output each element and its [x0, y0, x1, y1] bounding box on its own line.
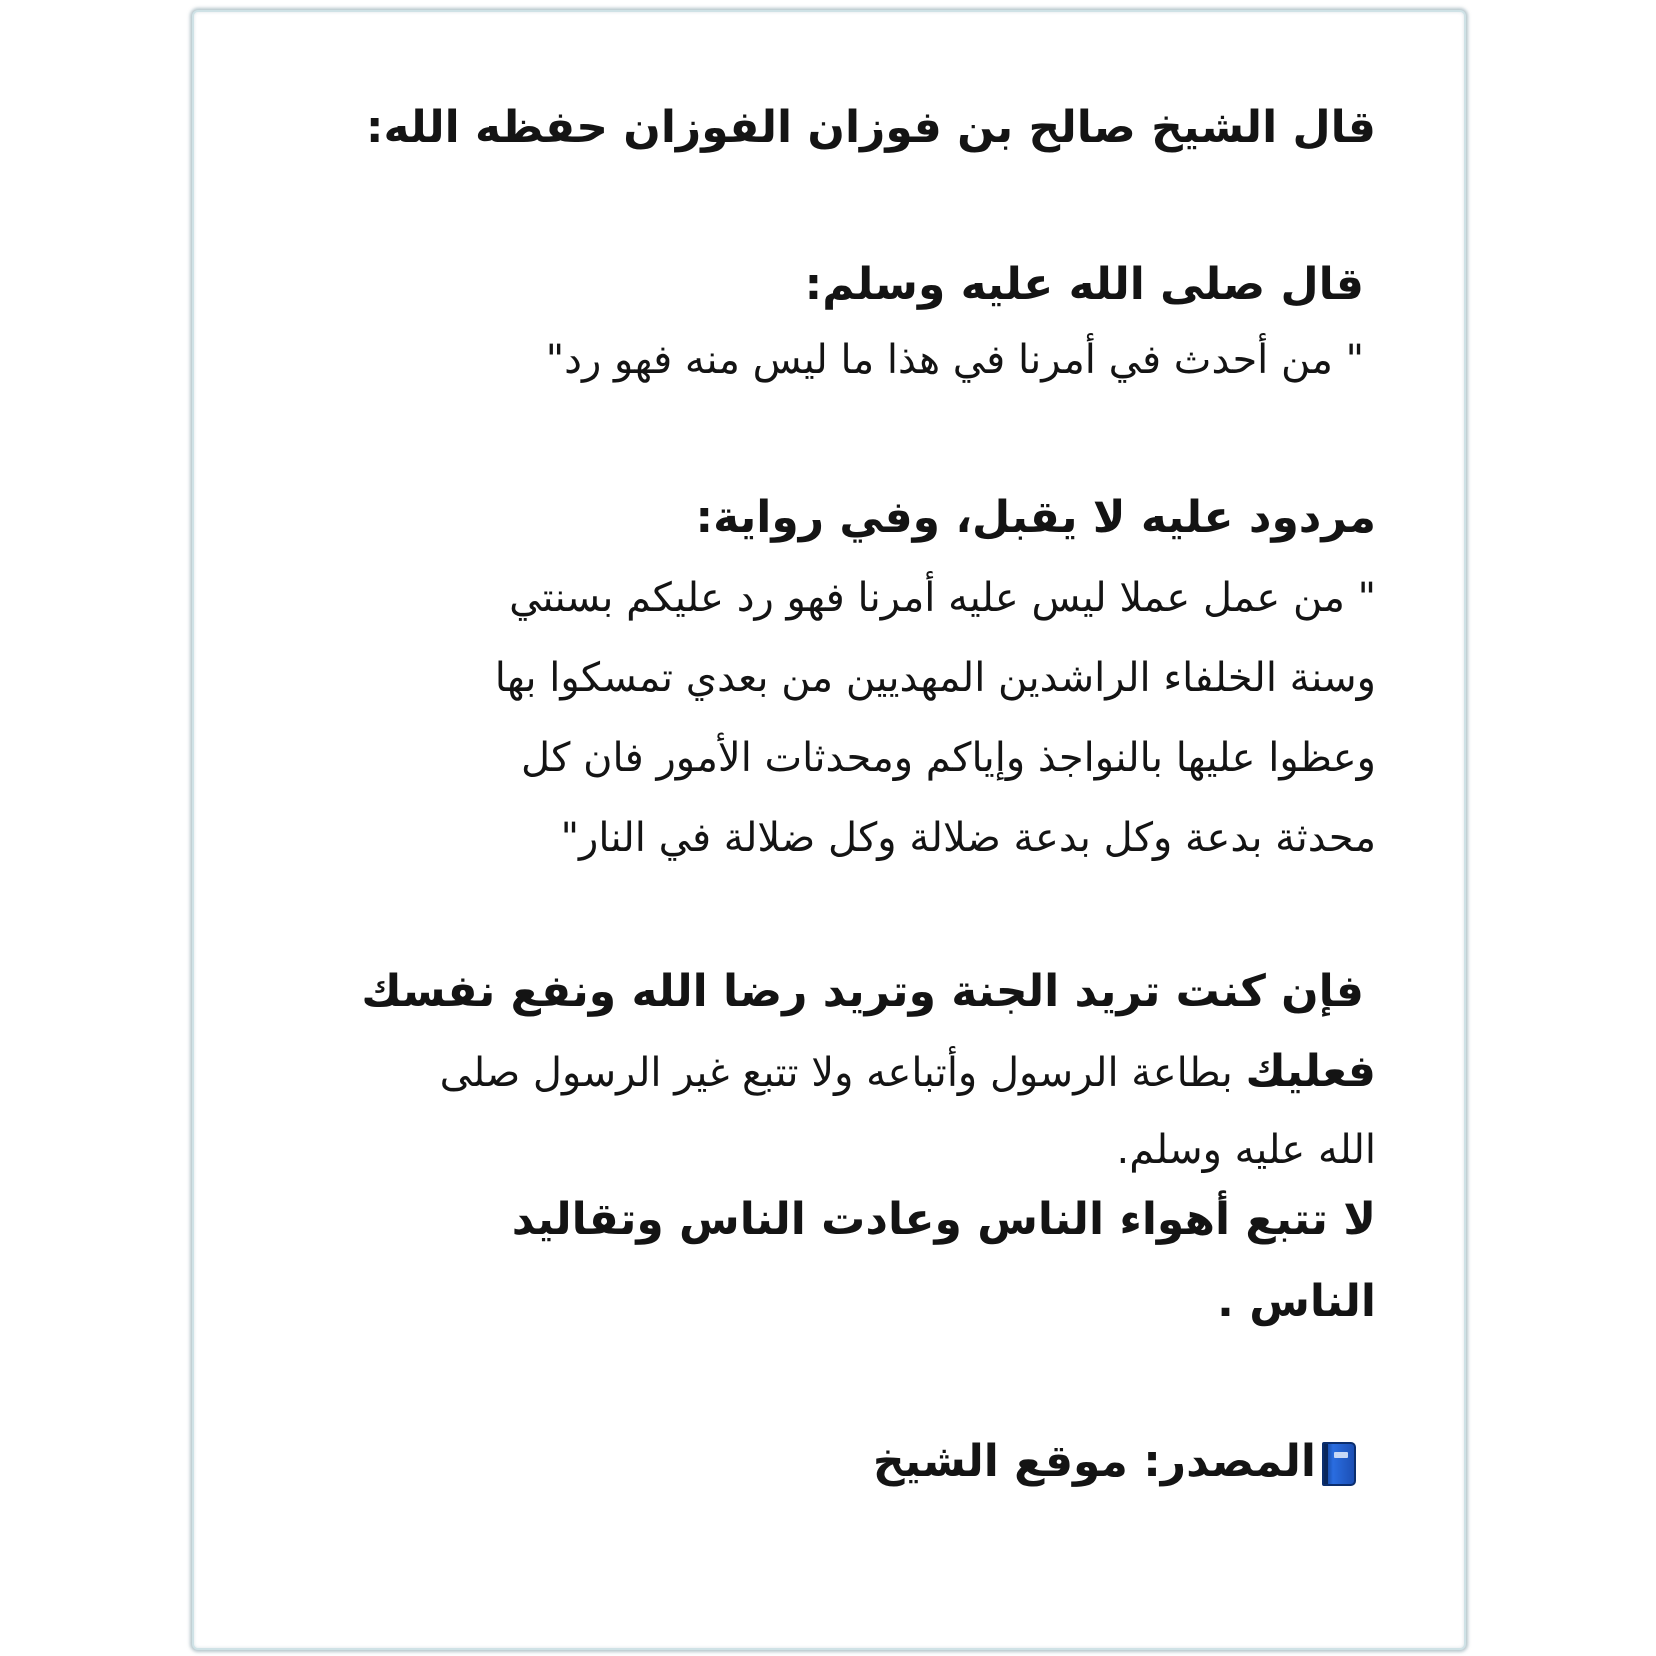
warning-line-1: لا تتبع أهواء الناس وعادت الناس وتقاليد — [511, 1194, 1376, 1245]
advice-rest: بطاعة الرسول وأتباعه ولا تتبع غير الرسول صلى — [439, 1050, 1246, 1096]
source-line — [873, 1432, 1356, 1492]
heading: قال الشيخ صالح بن فوزان الفوزان حفظه الله: — [365, 102, 1376, 153]
source-label: المصدر: موقع الشيخ — [872, 1436, 1316, 1487]
advice-lead: فعليك — [1245, 1046, 1376, 1097]
advice-line-1: فإن كنت تريد الجنة وتريد رضا الله ونفع نفسك — [361, 966, 1364, 1017]
hadith2-line-1: " من عمل عملا ليس عليه أمرنا فهو رد عليكم بسنتي — [509, 575, 1376, 621]
warning-line-2: الناس . — [1217, 1276, 1376, 1327]
hadith1-line: " من أحدث في أمرنا في هذا ما ليس منه فهو رد" — [545, 337, 1364, 383]
hadith2-line-3: وعظوا عليها بالنواجذ وإياكم ومحدثات الأمور فان كل — [521, 735, 1376, 781]
explanation-line: مردود عليه لا يقبل، وفي رواية: — [695, 492, 1376, 543]
book-icon — [1322, 1442, 1356, 1486]
intro-line: قال صلى الله عليه وسلم: — [804, 259, 1364, 310]
advice-line-2 — [440, 1042, 1376, 1103]
hadith2-line-2: وسنة الخلفاء الراشدين المهديين من بعدي تمسكوا بها — [494, 655, 1376, 701]
hadith2-line-4: محدثة بدعة وكل بدعة ضلالة وكل ضلالة في النار" — [560, 815, 1376, 861]
advice-line-3: الله عليه وسلم. — [1116, 1127, 1376, 1173]
